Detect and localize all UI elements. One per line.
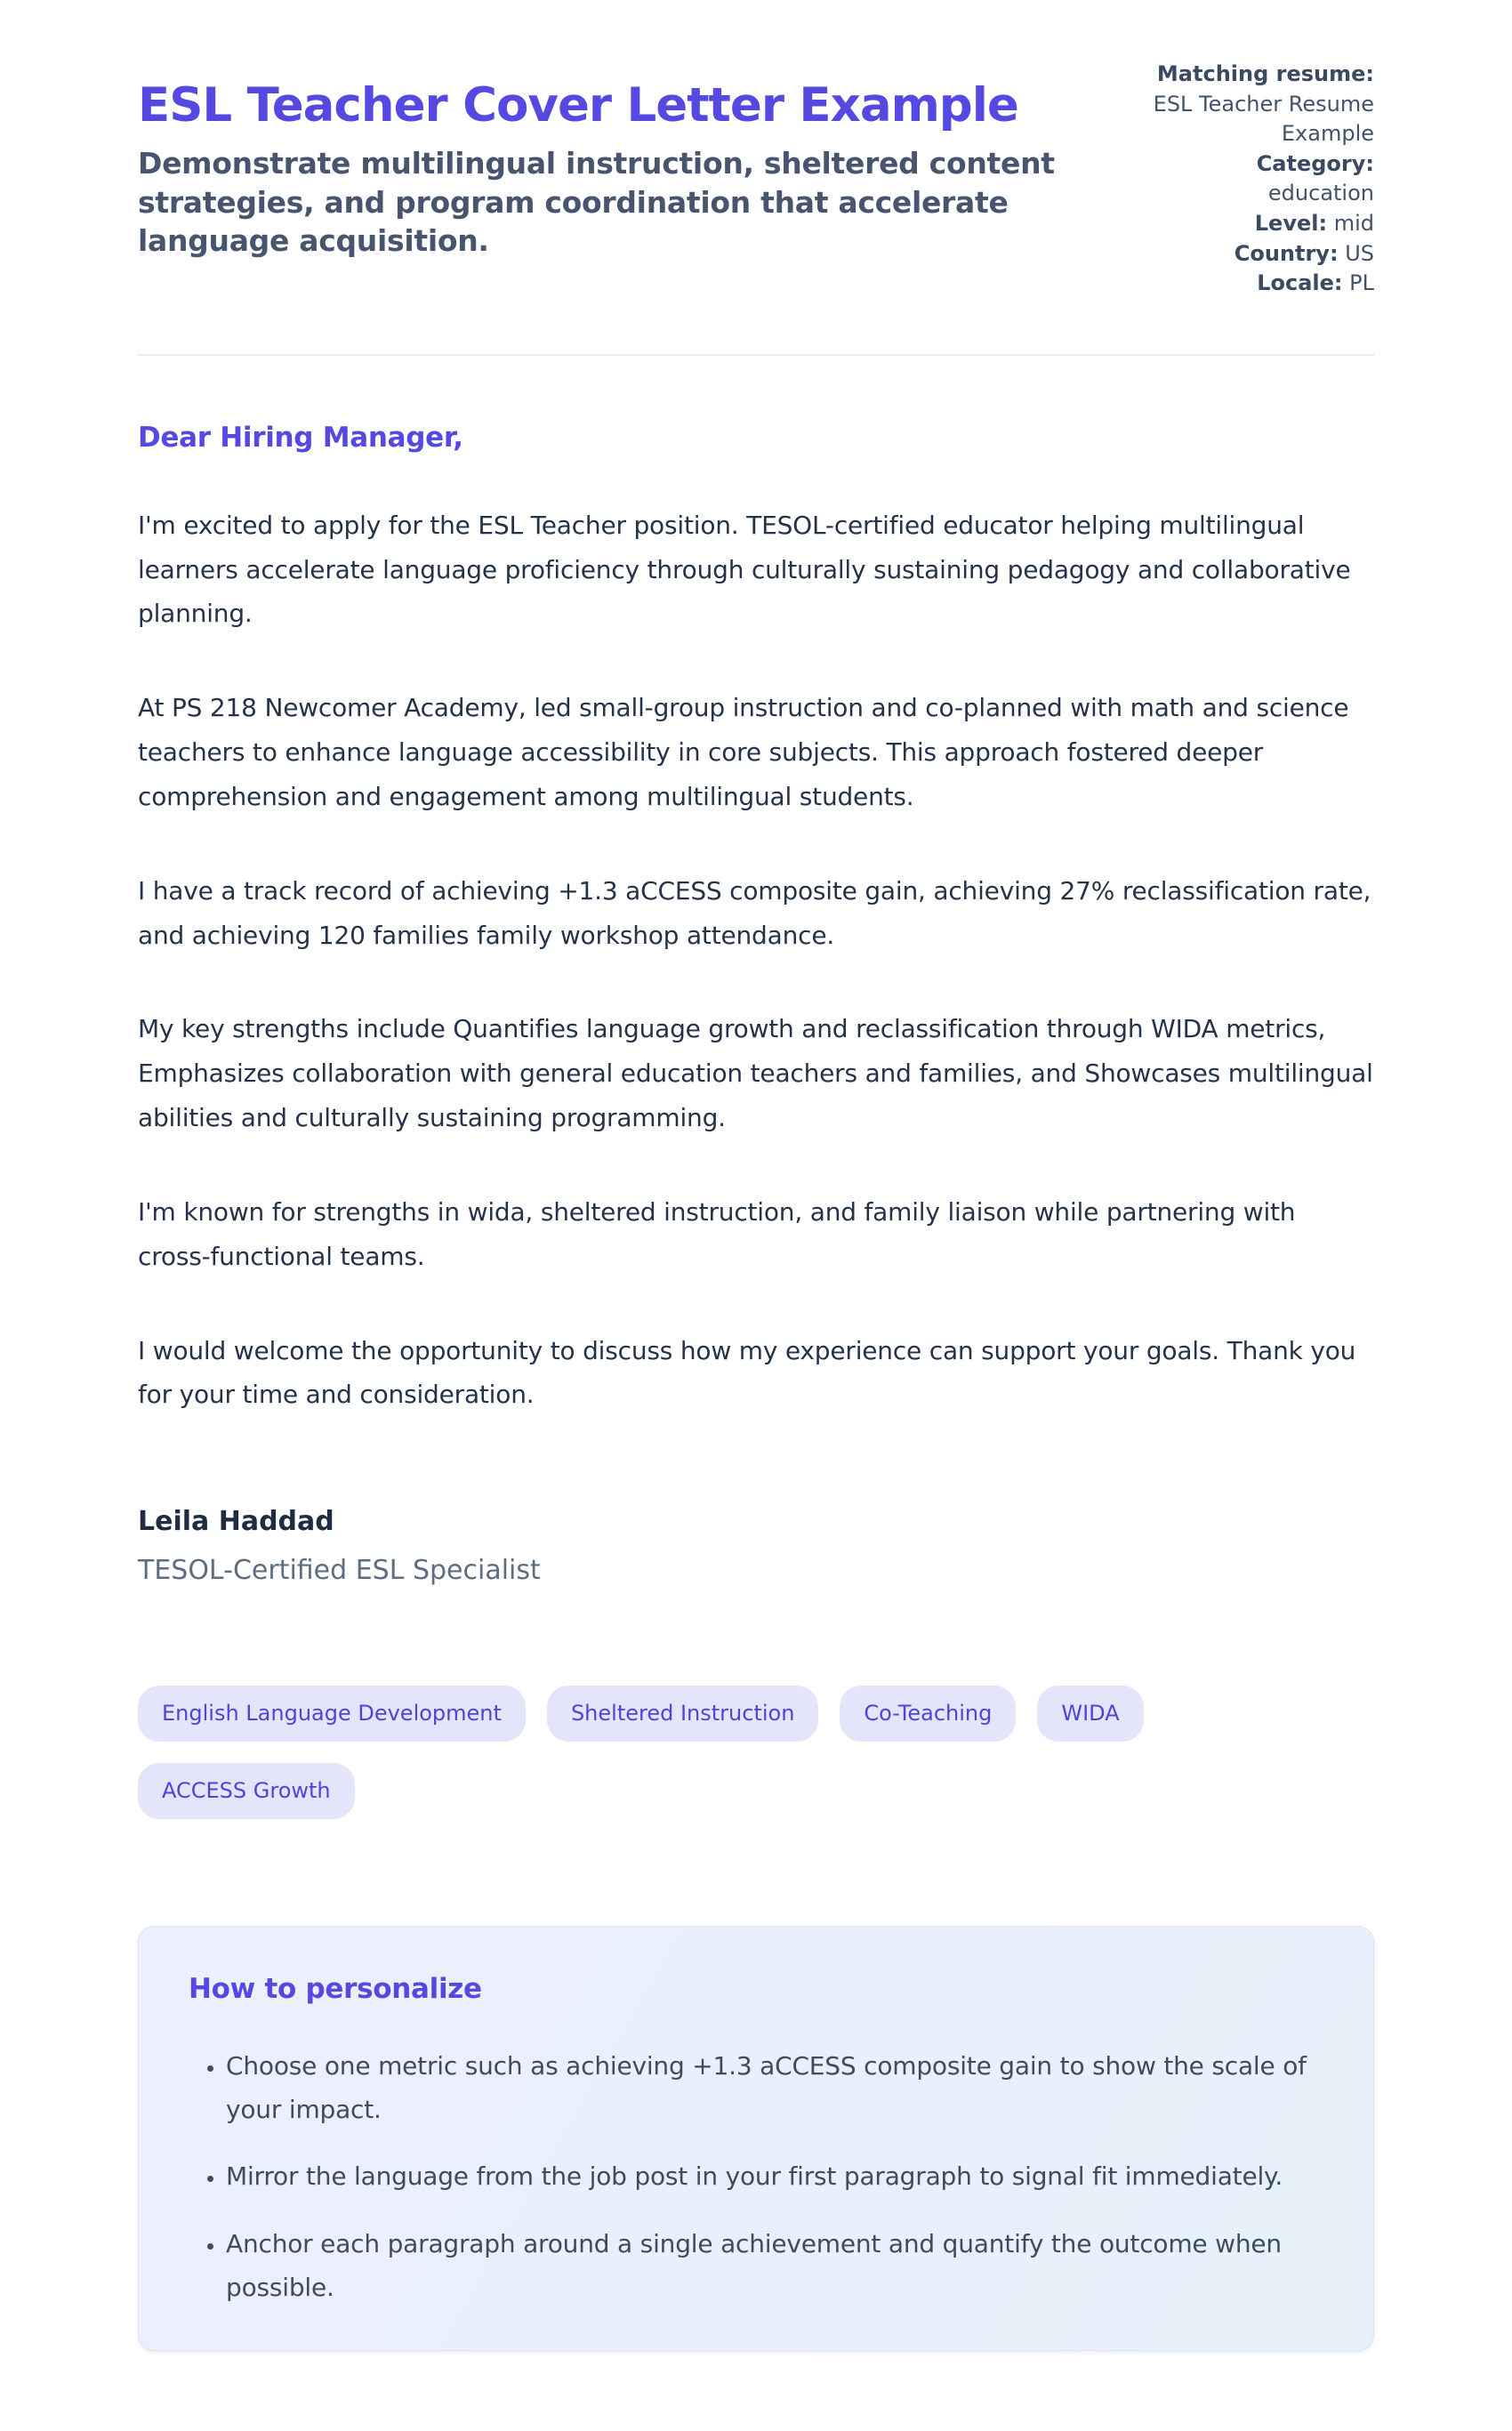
keyword-tag[interactable]: ACCESS Growth	[138, 1763, 355, 1819]
meta-matching-resume-value: ESL Teacher Resume Example	[1153, 91, 1374, 147]
letter-paragraph: I would welcome the opportunity to discuss how my experience can support your goals. Thank you for your time and consideration.	[138, 1335, 1356, 1410]
personalize-list	[189, 2044, 1323, 2309]
letter-paragraph: I have a track record of achieving +1.3 aCCESS composite gain, achieving 27% reclassification rate, and achieving 120 families family workshop attendance.	[138, 875, 1371, 950]
meta-matching-resume-label: Matching resume:	[1156, 61, 1374, 86]
meta-category-value: education	[1267, 181, 1374, 206]
meta-country	[1152, 239, 1374, 270]
letter-body	[138, 503, 1374, 1417]
letter-paragraph: My key strengths include Quantifies language growth and reclassification through WIDA metrics, Emphasizes collaboration with general education teachers and families, and Showcases multilingual abilities and culturally sustaining programming.	[138, 1014, 1373, 1133]
meta-country-label: Country:	[1234, 240, 1339, 266]
letter-greeting: Dear Hiring Manager,	[138, 421, 463, 454]
personalize-bullet: • Mirror the language from the job post in your first paragraph to signal fit immediately.	[226, 2154, 1323, 2198]
page-header	[138, 49, 1374, 299]
meta-locale-value: PL	[1349, 270, 1374, 296]
personalize-bullet: • Choose one metric such as achieving +1.3 aCCESS composite gain to show the scale of your impact.	[226, 2044, 1323, 2132]
letter-paragraph: At PS 218 Newcomer Academy, led small-group instruction and co-planned with math and science teachers to enhance language accessibility in core subjects. This approach fostered deeper comprehension and engagement among multilingual students.	[138, 693, 1349, 811]
meta-locale	[1152, 269, 1374, 299]
meta-locale-label: Locale:	[1257, 270, 1343, 296]
personalize-callout	[138, 1926, 1374, 2351]
resume-meta-block	[1152, 60, 1374, 299]
keyword-tag[interactable]: English Language Development	[138, 1686, 526, 1742]
meta-level	[1152, 209, 1374, 239]
page-subtitle: Demonstrate multilingual instruction, sheltered content strategies, and program coordination that accelerate language acquisition.	[138, 146, 1055, 259]
header-title-block	[138, 49, 1116, 261]
header-divider	[138, 354, 1374, 356]
signature-role: TESOL-Certified ESL Specialist	[138, 1555, 541, 1587]
page-title: ESL Teacher Cover Letter Example	[138, 78, 1018, 133]
meta-level-label: Level:	[1254, 210, 1328, 236]
keyword-tag[interactable]: WIDA	[1037, 1686, 1143, 1742]
meta-category	[1152, 149, 1374, 209]
letter-paragraph: I'm excited to apply for the ESL Teacher position. TESOL-certified educator helping multilingual learners accelerate language proficiency through culturally sustaining pedagogy and collaborative planning.	[138, 510, 1351, 629]
personalize-bullet: • Anchor each paragraph around a single achievement and quantify the outcome when possible.	[226, 2222, 1323, 2310]
meta-country-value: US	[1345, 240, 1374, 266]
personalize-title: How to personalize	[189, 1972, 482, 2005]
meta-category-label: Category:	[1256, 150, 1374, 176]
keyword-tag[interactable]: Co-Teaching	[840, 1686, 1016, 1742]
signature-name: Leila Haddad	[138, 1506, 334, 1538]
meta-matching-resume	[1152, 60, 1374, 149]
keyword-tag[interactable]: Sheltered Instruction	[547, 1686, 818, 1742]
keyword-tag-row	[138, 1686, 1374, 1819]
letter-paragraph: I'm known for strengths in wida, sheltered instruction, and family liaison while partnering with cross-functional teams.	[138, 1196, 1296, 1271]
meta-level-value: mid	[1333, 210, 1374, 236]
